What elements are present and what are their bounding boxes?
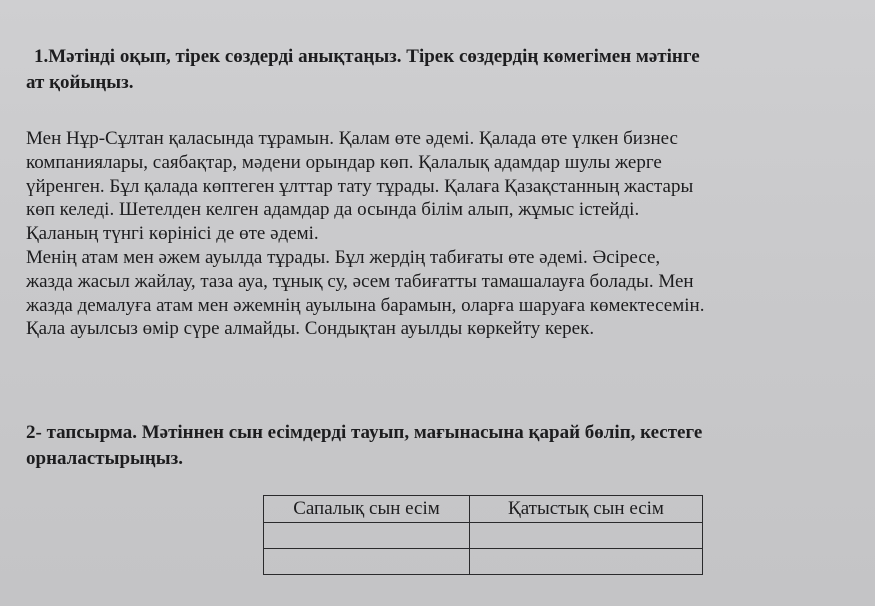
table-header-row: [264, 496, 703, 523]
passage-line: Қала ауылсыз өмір сүре алмайды. Сондықтан ауылды көркейту керек.: [26, 318, 595, 340]
task-2-heading-line-1: 2- тапсырма. Мәтіннен сын есімдерді тауып, мағынасына қарай бөліп, кестеге: [26, 422, 703, 443]
adjective-table: [263, 495, 703, 575]
reading-passage: [26, 127, 856, 341]
passage-line: Менің атам мен әжем ауылда тұрады. Бұл жердің табиғаты өте әдемі. Әсіресе,: [26, 246, 661, 268]
task-2-heading: [26, 420, 856, 472]
table-cell: [470, 523, 703, 549]
table-row: [264, 523, 703, 549]
task-1-heading-line-1: 1.Мәтінді оқып, тірек сөздерді анықтаңыз. Тірек сөздердің көмегімен мәтінге: [34, 46, 700, 67]
relative-adjective-header: Қатыстық сын есім: [470, 496, 703, 523]
table-cell: [264, 523, 470, 549]
passage-line: Мен Нұр-Сұлтан қаласында тұрамын. Қалам өте әдемі. Қалада өте үлкен бизнес: [26, 128, 678, 149]
task-1-heading-line-2: ат қойыңыз.: [26, 72, 134, 93]
passage-line: жазда жасыл жайлау, таза ауа, тұнық су, әсем табиғатты тамашалауға болады. Мен: [26, 270, 694, 292]
table-cell: [470, 549, 703, 575]
task-1-heading: [26, 44, 846, 96]
passage-line: компаниялары, саябақтар, мәдени орындар көп. Қалалық адамдар шулы жерге: [26, 151, 662, 173]
table-row: [264, 549, 703, 575]
passage-line: Қаланың түнгі көрінісі де өте әдемі.: [26, 223, 319, 245]
passage-line: жазда демалуға атам мен әжемнің ауылына барамын, оларға шаруаға көмектесемін.: [26, 294, 705, 316]
table-cell: [264, 549, 470, 575]
passage-line: үйренген. Бұл қалада көптеген ұлттар тату тұрады. Қалаға Қазақстанның жастары: [26, 175, 694, 197]
task-2-heading-line-2: орналастырыңыз.: [26, 448, 184, 469]
qualitative-adjective-header: Сапалық сын есім: [264, 496, 470, 523]
passage-line: көп келеді. Шетелден келген адамдар да осында білім алып, жұмыс істейді.: [26, 199, 640, 221]
